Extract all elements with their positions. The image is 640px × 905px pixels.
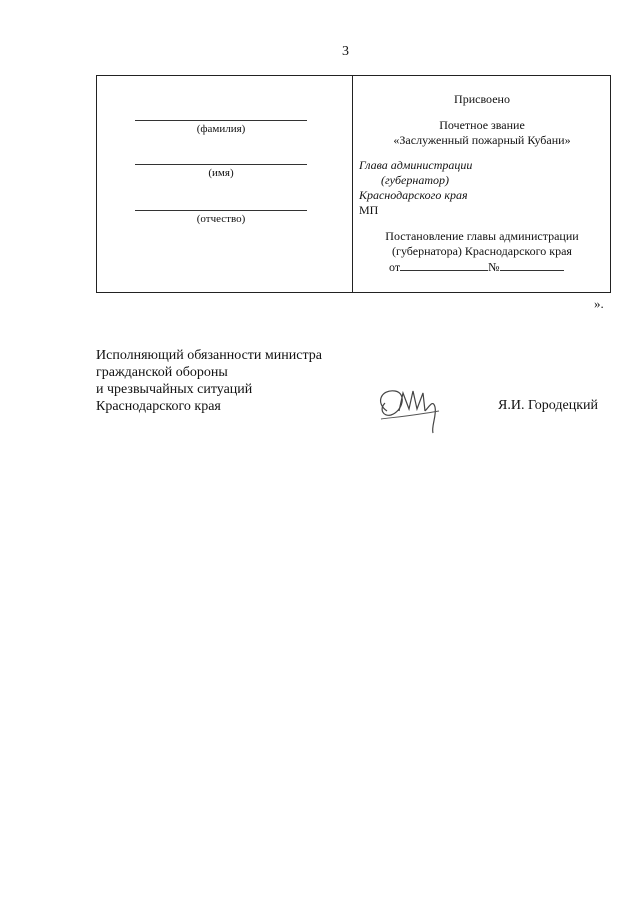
position-line-2: гражданской обороны xyxy=(96,365,228,380)
date-prefix: от xyxy=(389,260,401,274)
number-prefix: № xyxy=(488,260,500,274)
handwritten-signature xyxy=(373,381,455,437)
decree-line-2: (губернатора) Краснодарского края xyxy=(392,244,572,258)
signatory-position xyxy=(96,347,322,415)
decree-line-1: Постановление главы администрации xyxy=(385,229,579,243)
card-left-column xyxy=(97,76,352,292)
card-right-column xyxy=(353,76,611,292)
title-line-1: Почетное звание xyxy=(439,118,525,132)
head-line-3: Краснодарского края xyxy=(359,188,468,202)
signer-name: Я.И. Городецкий xyxy=(498,398,599,413)
name-field xyxy=(135,164,307,179)
name-line xyxy=(135,164,307,165)
assigned-text: Присвоено xyxy=(454,92,510,106)
position-line-3: и чрезвычайных ситуаций xyxy=(96,382,253,397)
patronymic-field xyxy=(135,210,307,225)
surname-field xyxy=(135,120,307,135)
position-line-4: Краснодарского края xyxy=(96,399,221,414)
decree-date-number-row xyxy=(389,259,564,275)
surname-line xyxy=(135,120,307,121)
stamp-text: МП xyxy=(359,203,379,217)
title-line-2: «Заслуженный пожарный Кубани» xyxy=(393,133,571,147)
patronymic-label: (отчество) xyxy=(196,213,246,225)
number-blank xyxy=(500,259,564,271)
name-label: (имя) xyxy=(208,167,234,179)
head-line-1: Глава администрации xyxy=(359,158,473,172)
date-blank xyxy=(400,259,488,271)
surname-label: (фамилия) xyxy=(196,123,246,135)
head-line-2: (губернатор) xyxy=(381,173,449,187)
position-line-1: Исполняющий обязанности министра xyxy=(96,348,322,363)
patronymic-line xyxy=(135,210,307,211)
closing-quote: ». xyxy=(594,296,604,311)
page-number: 3 xyxy=(342,44,349,59)
certificate-card xyxy=(96,75,611,293)
